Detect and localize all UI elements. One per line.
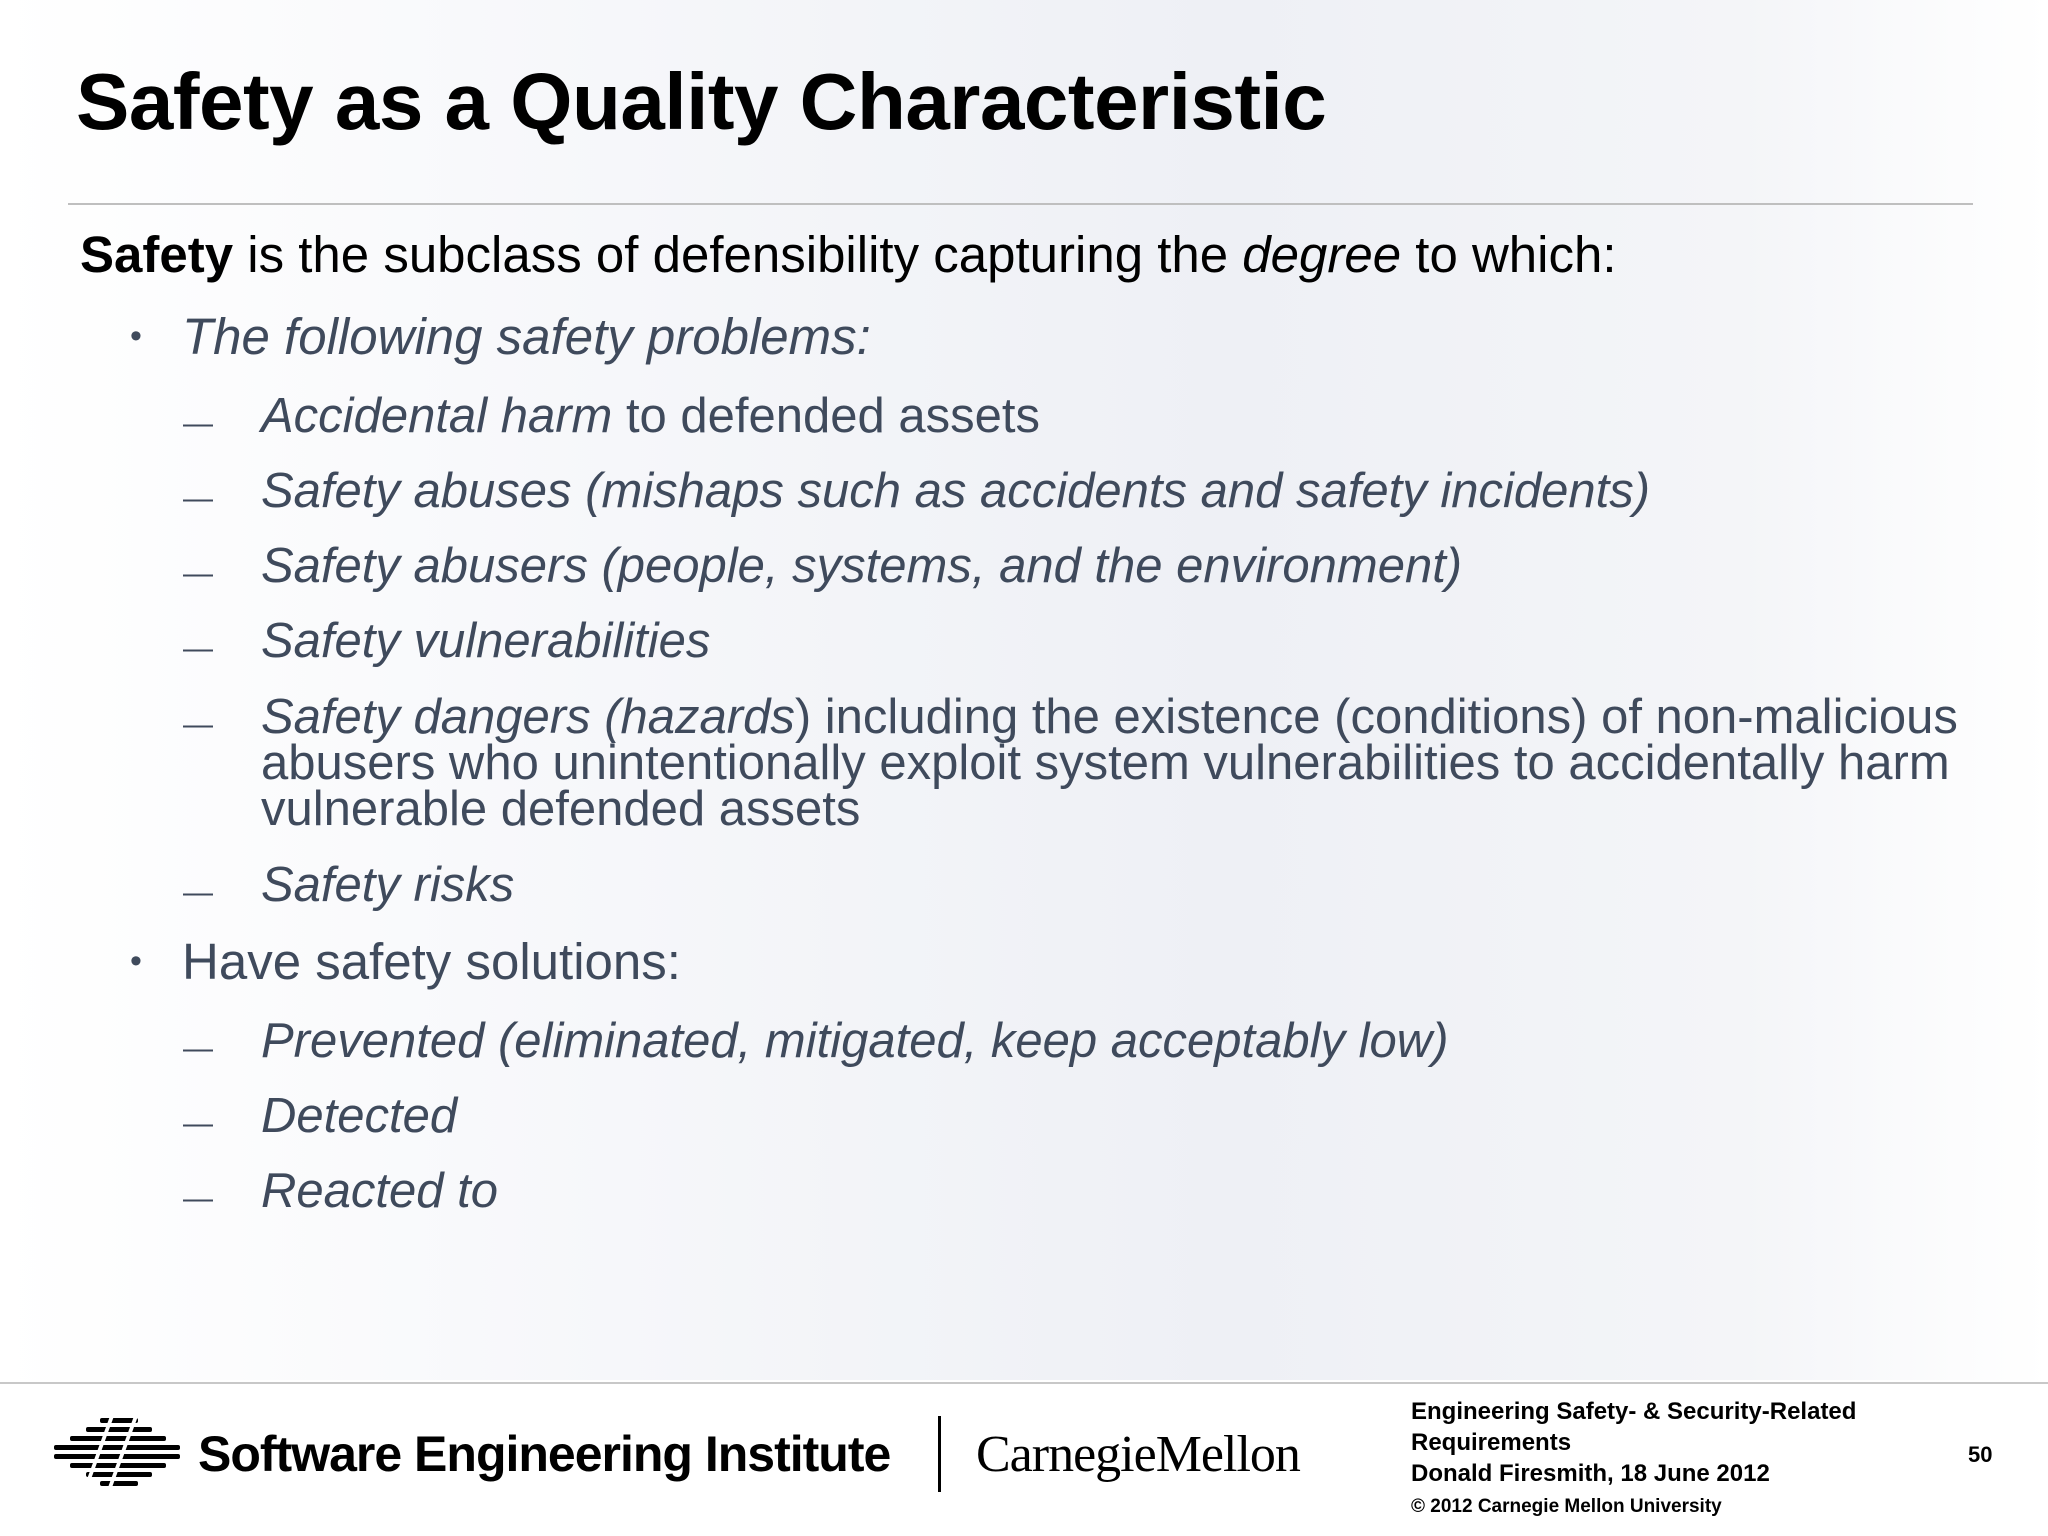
dash-icon: — [183,1032,213,1065]
dash-icon: — [183,557,213,590]
sub-item [183,858,2031,912]
sub-item-italic: Safety abuses (mishaps such as accidents and safety incidents) [261,464,1651,518]
dash-icon: — [183,1107,213,1140]
sub-item [183,389,2031,443]
bullet-icon: • [130,942,142,981]
intro-emphasis: degree [1242,226,1402,283]
sub-item-italic: Detected [261,1089,458,1143]
dash-icon: — [183,1182,213,1215]
sei-logo-icon [52,1416,182,1492]
intro-term: Safety [80,226,234,283]
dash-icon: — [183,482,213,515]
sub-item-italic: Safety risks [261,858,515,912]
institute-name: Software Engineering Institute [198,1426,891,1482]
sub-item-italic: Safety dangers (hazards [261,690,795,744]
dash-icon: — [183,632,213,665]
university-name: CarnegieMellon [976,1426,1300,1483]
bullet-item [130,307,871,366]
presentation-title-line-1: Engineering Safety- & Security-Related [1411,1398,1857,1425]
bullet-text: The following safety problems: [182,308,871,365]
bullet-text: Have safety solutions: [182,933,681,990]
sub-item [183,1089,2031,1143]
sub-item [183,690,2031,836]
sub-item [183,1164,2031,1218]
sub-item-text: ) including the existence (conditions) of non-malicious abusers who unintentionally exploit system vulnerabilities to accidentally harm vulnerable defended assets [261,690,1958,836]
sub-item-italic: Reacted to [261,1164,498,1218]
sub-item [183,539,2031,593]
dash-icon: — [183,407,213,440]
footer-info [1411,1396,1856,1489]
bullet-icon: • [130,317,142,356]
sub-item [183,1014,2031,1068]
sub-item [183,464,2031,518]
intro-sentence [80,225,1617,284]
author-date: Donald Firesmith, 18 June 2012 [1411,1460,1770,1487]
sub-item-italic: Safety vulnerabilities [261,614,711,668]
sub-item-text: to defended assets [612,389,1041,443]
bullet-item [130,932,681,991]
copyright-notice: © 2012 Carnegie Mellon University [1411,1496,1722,1517]
intro-text-2: to which: [1401,226,1617,283]
slide-title: Safety as a Quality Characteristic [76,57,1327,146]
footer-divider [0,1382,2048,1384]
sub-item-italic: Prevented (eliminated, mitigated, keep acceptably low) [261,1014,1449,1068]
page-number: 50 [1968,1442,1993,1467]
dash-icon: — [183,708,213,741]
sub-item-italic: Safety abusers (people, systems, and the environment) [261,539,1463,593]
sub-item [183,614,2031,668]
presentation-title-line-2: Requirements [1411,1429,1572,1456]
logo-separator [938,1416,941,1492]
dash-icon: — [183,876,213,909]
sub-item-italic: Accidental harm [261,389,613,443]
intro-text-1: is the subclass of defensibility capturing the [233,226,1243,283]
